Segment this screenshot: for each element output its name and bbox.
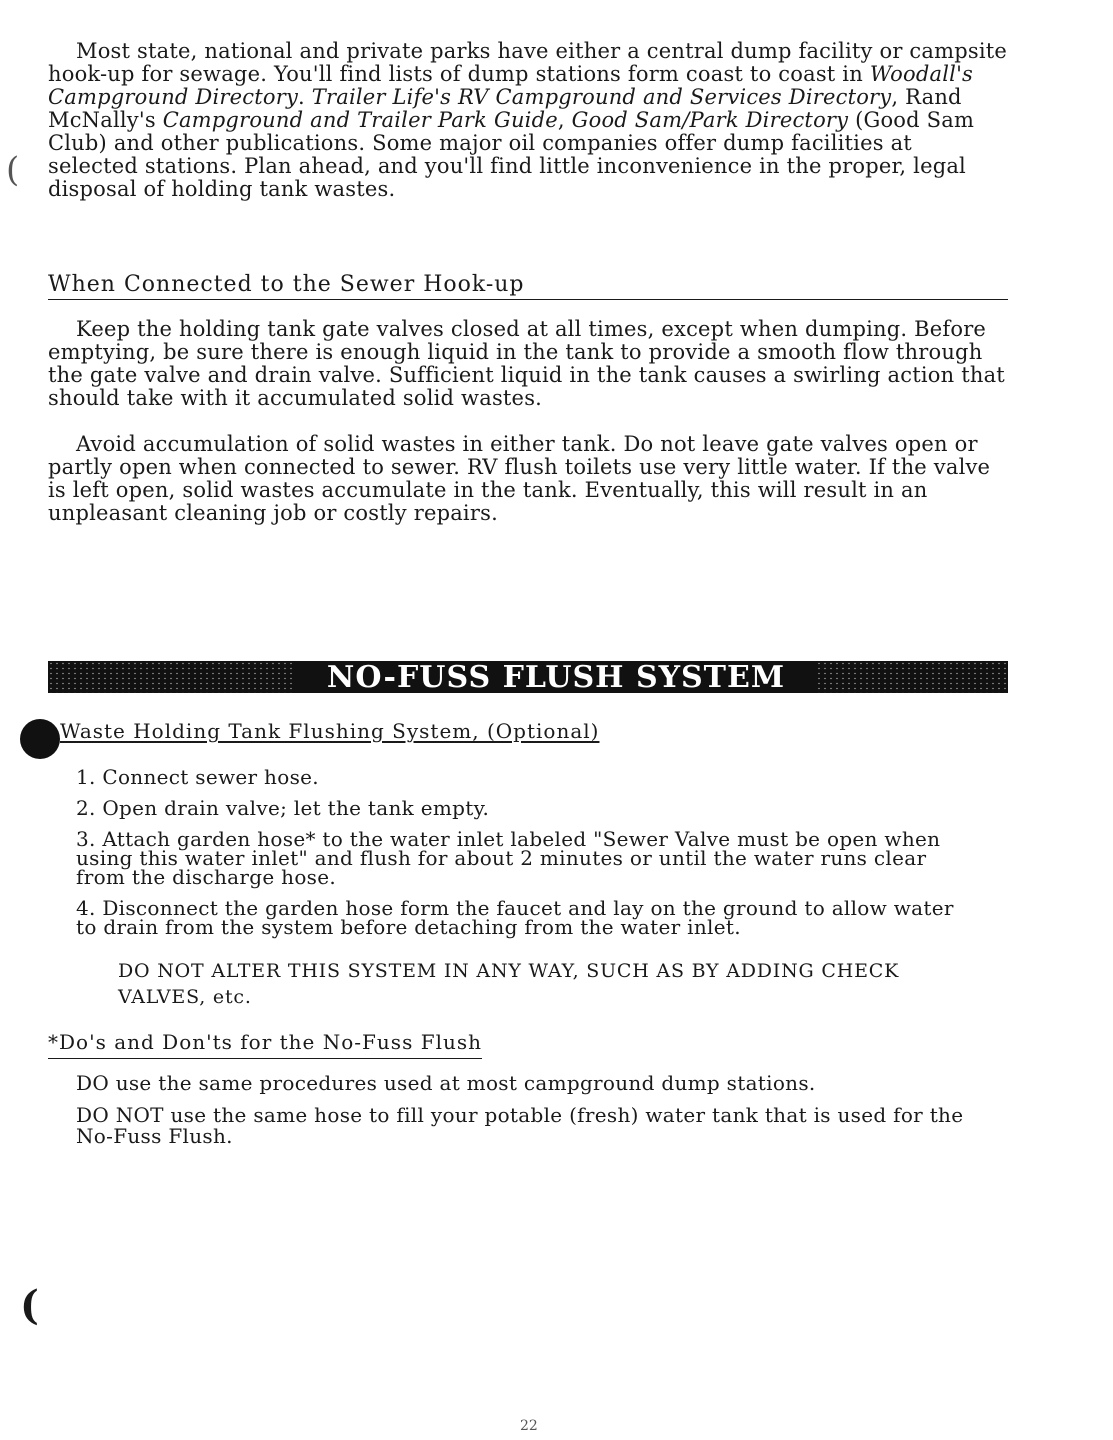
binder-hole-mark: (	[20, 1282, 39, 1329]
publication-title: Good Sam/Park Directory	[571, 108, 849, 132]
flush-system-heading: Waste Holding Tank Flushing System, (Optional)	[60, 719, 600, 743]
step-item: 4. Disconnect the garden hose form the faucet and lay on the ground to allow water to drain from the system before detaching from the water inlet.	[76, 896, 954, 939]
warning-text: DO NOT ALTER THIS SYSTEM IN ANY WAY, SUCH AS BY ADDING CHECK VALVES, etc.	[118, 960, 900, 1008]
intro-text: , Rand McNally's	[48, 85, 962, 132]
do-item: DO use the same procedures used at most campground dump stations.	[76, 1071, 816, 1095]
dos-donts-heading: *Do's and Don'ts for the No-Fuss Flush	[48, 1030, 482, 1059]
publication-title: Trailer Life's RV Campground and Services Directory	[311, 85, 892, 109]
step-item: 2. Open drain valve; let the tank empty.	[76, 796, 490, 820]
sewer-paragraph-1: Keep the holding tank gate valves closed at all times, except when dumping. Before emptying, be sure there is enough liquid in the tank to provide a smooth flow through the gate valve and drain valve. Sufficient liquid in the tank causes a swirling action that should take with it accumulated solid wastes.	[48, 317, 1005, 410]
intro-text: Most state, national and private parks have either a central dump facility or campsite hook-up for sewage. You'll find lists of dump stations form coast to coast in	[48, 39, 1008, 86]
step-item: 1. Connect sewer hose.	[76, 765, 319, 789]
page-number: 22	[520, 1418, 538, 1434]
sewer-paragraph-2: Avoid accumulation of solid wastes in either tank. Do not leave gate valves open or partly open when connected to sewer. RV flush toilets use very little water. If the valve is left open, solid wastes accumulate in the tank. Eventually, this will result in an unpleasant cleaning job or costly repairs.	[48, 432, 991, 525]
flush-steps-list	[76, 765, 976, 949]
intro-text: .	[298, 85, 312, 109]
no-fuss-flush-banner	[48, 661, 1008, 693]
intro-text: ,	[557, 108, 572, 132]
intro-paragraph	[48, 40, 1008, 201]
dos-donts-list	[76, 1073, 976, 1158]
do-item: DO NOT use the same hose to fill your potable (fresh) water tank that is used for the No-Fuss Flush.	[76, 1103, 964, 1148]
sewer-section-heading: When Connected to the Sewer Hook-up	[48, 272, 1008, 300]
publication-title: Woodall's Campground Directory	[48, 62, 974, 109]
section-bullet-icon	[20, 719, 60, 759]
intro-text: (Good Sam Club) and other publications. Some major oil companies offer dump facilities at selected stations. Plan ahead, and you'll find little inconvenience in the proper, legal disposal of holding tank wastes.	[48, 108, 975, 201]
publication-title: Campground and Trailer Park Guide	[162, 108, 558, 132]
binder-hole-mark: (	[6, 150, 20, 190]
step-item: 3. Attach garden hose* to the water inlet labeled "Sewer Valve must be open when using this water inlet" and flush for about 2 minutes or until the water runs clear from the discharge hose.	[76, 827, 941, 889]
banner-title: NO-FUSS FLUSH SYSTEM	[296, 661, 816, 693]
